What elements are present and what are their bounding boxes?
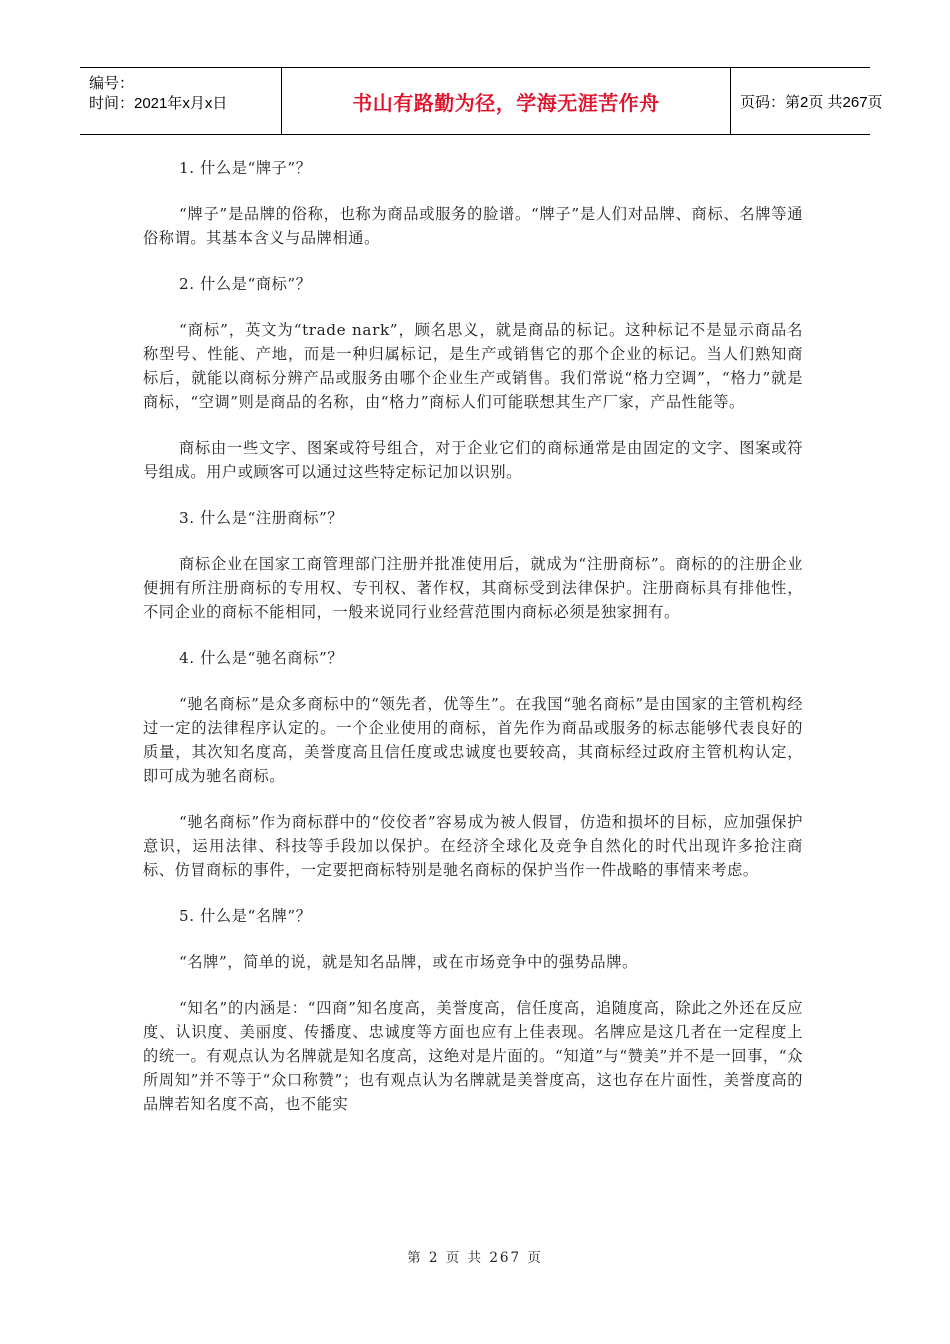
section-heading: 4. 什么是“驰名商标”？ <box>179 649 344 667</box>
section-paragraph: “驰名商标”作为商标群中的“佼佼者”容易成为被人假冒，仿造和损坏的目标，应加强保护意识，运用法律、科技等手段加以保护。在经济全球化及竞争自然化的时代出现许多抢注商标、仿冒商标的事件，一定要把商标特别是驰名商标的保护当作一件战略的事情来考虑。 <box>143 813 803 879</box>
section-heading: 5. 什么是“名牌”？ <box>179 907 312 925</box>
section-heading: 1. 什么是“牌子”？ <box>179 159 312 177</box>
section-paragraph: 商标企业在国家工商管理部门注册并批准使用后，就成为“注册商标”。商标的的注册企业便拥有所注册商标的专用权、专刊权、著作权，其商标受到法律保护。注册商标具有排他性，不同企业的商标不能相同，一般来说同行业经营范围内商标必须是独家拥有。 <box>143 555 803 621</box>
document-body <box>143 156 803 1116</box>
page-header <box>80 67 883 135</box>
header-page-info: 页码：第2页 共267页 <box>740 93 883 111</box>
document-number-label: 编号： <box>89 75 135 92</box>
section-paragraph: “知名”的内涵是：“四商”知名度高，美誉度高，信任度高，追随度高，除此之外还在反应度、认识度、美丽度、传播度、忠诚度等方面也应有上佳表现。名牌应是这几者在一定程度上的统一。有观点认为名牌就是知名度高，这绝对是片面的。“知道”与“赞美”并不是一回事，“众所周知”并不等于“众口称赞”；也有观点认为名牌就是美誉度高，这也存在片面性，美誉度高的品牌若知名度不高，也不能实 <box>143 999 803 1113</box>
section-paragraph: 商标由一些文字、图案或符号组合，对于企业它们的商标通常是由固定的文字、图案或符号组成。用户或顾客可以通过这些特定标记加以识别。 <box>143 439 803 481</box>
section-heading: 3. 什么是“注册商标”？ <box>179 509 344 527</box>
section-heading: 2. 什么是“商标”？ <box>179 275 312 293</box>
section-paragraph: “商标”，英文为“trade nark”，顾名思义，就是商品的标记。这种标记不是显示商品名称型号、性能、产地，而是一种归属标记，是生产或销售它的那个企业的标记。当人们熟知商标后，就能以商标分辨产品或服务由哪个企业生产或销售。我们常说“格力空调”，“格力”就是商标，“空调”则是商品的名称，由“格力”商标人们可能联想其生产厂家，产品性能等。 <box>143 321 803 411</box>
section-paragraph: “名牌”，简单的说，就是知名品牌，或在市场竞争中的强势品牌。 <box>179 953 638 971</box>
document-date-label: 时间：2021年x月x日 <box>89 95 228 112</box>
section-paragraph: “牌子”是品牌的俗称，也称为商品或服务的脸谱。“牌子”是人们对品牌、商标、名牌等通俗称谓。其基本含义与品牌相通。 <box>143 205 803 247</box>
page-footer: 第 2 页 共 267 页 <box>407 1250 543 1266</box>
section-paragraph: “驰名商标”是众多商标中的“领先者，优等生”。在我国“驰名商标”是由国家的主管机构经过一定的法律程序认定的。一个企业使用的商标，首先作为商品或服务的标志能够代表良好的质量，其次知名度高，美誉度高且信任度或忠诚度也要较高，其商标经过政府主管机构认定，即可成为驰名商标。 <box>143 695 803 785</box>
header-motto: 书山有路勤为径，学海无涯苦作舟 <box>352 90 660 115</box>
header-motto-cell <box>282 68 731 134</box>
header-meta-cell <box>80 68 282 134</box>
